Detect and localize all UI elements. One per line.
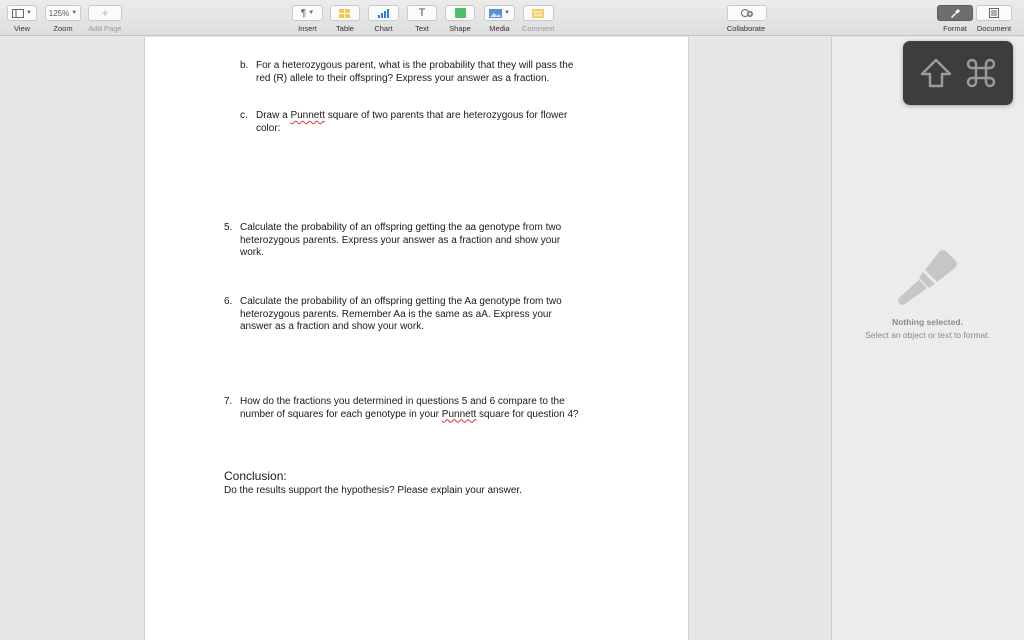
question-fragment: square for question 4? bbox=[476, 408, 579, 420]
plus-icon: + bbox=[101, 6, 109, 20]
table-button[interactable] bbox=[330, 5, 360, 21]
text-box-icon: T bbox=[418, 7, 426, 19]
shape-control[interactable] bbox=[445, 5, 475, 33]
chart-label: Chart bbox=[374, 24, 393, 33]
question-text bbox=[240, 396, 579, 421]
document-icon bbox=[989, 8, 999, 18]
nothing-selected-label: Nothing selected. bbox=[892, 317, 963, 327]
insert-control[interactable] bbox=[292, 5, 323, 33]
question-text: Calculate the probability of an offspring getting the Aa genotype from two heterozygous parents. Remember Aa is the same as aA. Express your answer as a fraction and show your work. bbox=[240, 296, 562, 332]
collaborate-button[interactable] bbox=[727, 5, 767, 21]
chevron-down-icon: ▼ bbox=[26, 10, 32, 16]
text-label: Text bbox=[415, 24, 429, 33]
question-text bbox=[256, 60, 573, 85]
question-5[interactable] bbox=[224, 222, 644, 262]
add-page-label: Add Page bbox=[88, 24, 122, 33]
chart-icon bbox=[378, 9, 390, 18]
document-control[interactable] bbox=[976, 5, 1012, 33]
question-number: 7. bbox=[224, 396, 233, 407]
media-label: Media bbox=[489, 24, 510, 33]
comment-icon bbox=[532, 9, 544, 18]
add-page-control[interactable] bbox=[88, 5, 122, 33]
sidebar-view-icon bbox=[12, 9, 24, 18]
add-page-button[interactable] bbox=[88, 5, 122, 21]
conclusion-heading: Conclusion: bbox=[224, 469, 287, 483]
paintbrush-icon bbox=[949, 8, 961, 18]
question-number: c. bbox=[240, 110, 248, 121]
table-control[interactable] bbox=[330, 5, 360, 33]
spelling-error-word[interactable]: Punnett bbox=[290, 110, 325, 121]
media-control[interactable] bbox=[484, 5, 515, 33]
format-control[interactable] bbox=[937, 5, 973, 33]
question-fragment: Draw a bbox=[256, 110, 291, 121]
chevron-down-icon: ▼ bbox=[71, 10, 78, 16]
comment-control[interactable] bbox=[522, 5, 555, 33]
question-7[interactable] bbox=[224, 396, 644, 422]
shape-label: Shape bbox=[449, 24, 471, 33]
format-hint: Select an object or text to format. bbox=[865, 330, 990, 340]
format-button[interactable] bbox=[937, 5, 973, 21]
question-text: Calculate the probability of an offspring getting the aa genotype from two heterozygous parents. Express your answer as a fraction and show your work. bbox=[240, 222, 562, 258]
format-label: Format bbox=[943, 24, 967, 33]
question-4b[interactable] bbox=[240, 60, 640, 86]
comment-label: Comment bbox=[522, 24, 555, 33]
paragraph-icon: ¶ bbox=[300, 7, 307, 19]
question-line: red (R) allele to their offspring? Express your answer as a fraction. bbox=[256, 72, 550, 84]
insert-button[interactable] bbox=[292, 5, 323, 21]
question-4c[interactable] bbox=[240, 110, 640, 136]
command-key-icon bbox=[966, 58, 996, 88]
document-label: Document bbox=[976, 24, 1012, 33]
comment-button[interactable] bbox=[523, 5, 554, 21]
text-control[interactable] bbox=[407, 5, 437, 33]
shape-icon bbox=[455, 8, 466, 18]
table-icon bbox=[339, 9, 351, 18]
chart-control[interactable] bbox=[368, 5, 399, 33]
question-number: 6. bbox=[224, 296, 233, 307]
question-line: How do the fractions you determined in questions 5 and 6 compare to the bbox=[240, 396, 565, 407]
chevron-down-icon: ▼ bbox=[504, 10, 510, 16]
view-label: View bbox=[13, 24, 31, 33]
zoom-select[interactable] bbox=[45, 5, 81, 21]
zoom-control[interactable] bbox=[45, 5, 81, 33]
collaborate-control[interactable] bbox=[725, 5, 767, 33]
view-control[interactable] bbox=[7, 5, 37, 33]
document-page[interactable] bbox=[144, 37, 689, 640]
question-text bbox=[256, 110, 567, 135]
question-number: 5. bbox=[224, 222, 233, 233]
shift-key-icon bbox=[920, 58, 952, 88]
insert-label: Insert bbox=[298, 24, 317, 33]
question-number: b. bbox=[240, 60, 249, 71]
table-label: Table bbox=[336, 24, 354, 33]
collaborate-icon bbox=[740, 8, 754, 18]
question-fragment: square of two parents that are heterozygous for flower bbox=[324, 110, 568, 121]
document-button[interactable] bbox=[976, 5, 1012, 21]
document-canvas[interactable] bbox=[0, 37, 831, 640]
chart-button[interactable] bbox=[368, 5, 399, 21]
image-icon bbox=[489, 9, 502, 18]
text-button[interactable] bbox=[407, 5, 437, 21]
question-6[interactable] bbox=[224, 296, 644, 336]
chevron-down-icon: ▼ bbox=[308, 10, 315, 16]
toolbar bbox=[0, 0, 1024, 36]
paintbrush-icon bbox=[895, 248, 959, 308]
question-line: color: bbox=[256, 122, 281, 134]
question-fragment: number of squares for each genotype in your bbox=[240, 408, 442, 420]
zoom-label: Zoom bbox=[53, 24, 73, 33]
keyboard-shortcut-overlay bbox=[903, 41, 1013, 105]
spelling-error-word[interactable]: Punnett bbox=[441, 408, 477, 420]
collaborate-label: Collaborate bbox=[726, 24, 766, 33]
zoom-value: 125% bbox=[48, 8, 70, 18]
question-line: For a heterozygous parent, what is the probability that they will pass the bbox=[256, 60, 574, 71]
conclusion-prompt: Do the results support the hypothesis? Please explain your answer. bbox=[224, 485, 522, 496]
shape-button[interactable] bbox=[445, 5, 475, 21]
view-button[interactable] bbox=[7, 5, 37, 21]
media-button[interactable] bbox=[484, 5, 515, 21]
